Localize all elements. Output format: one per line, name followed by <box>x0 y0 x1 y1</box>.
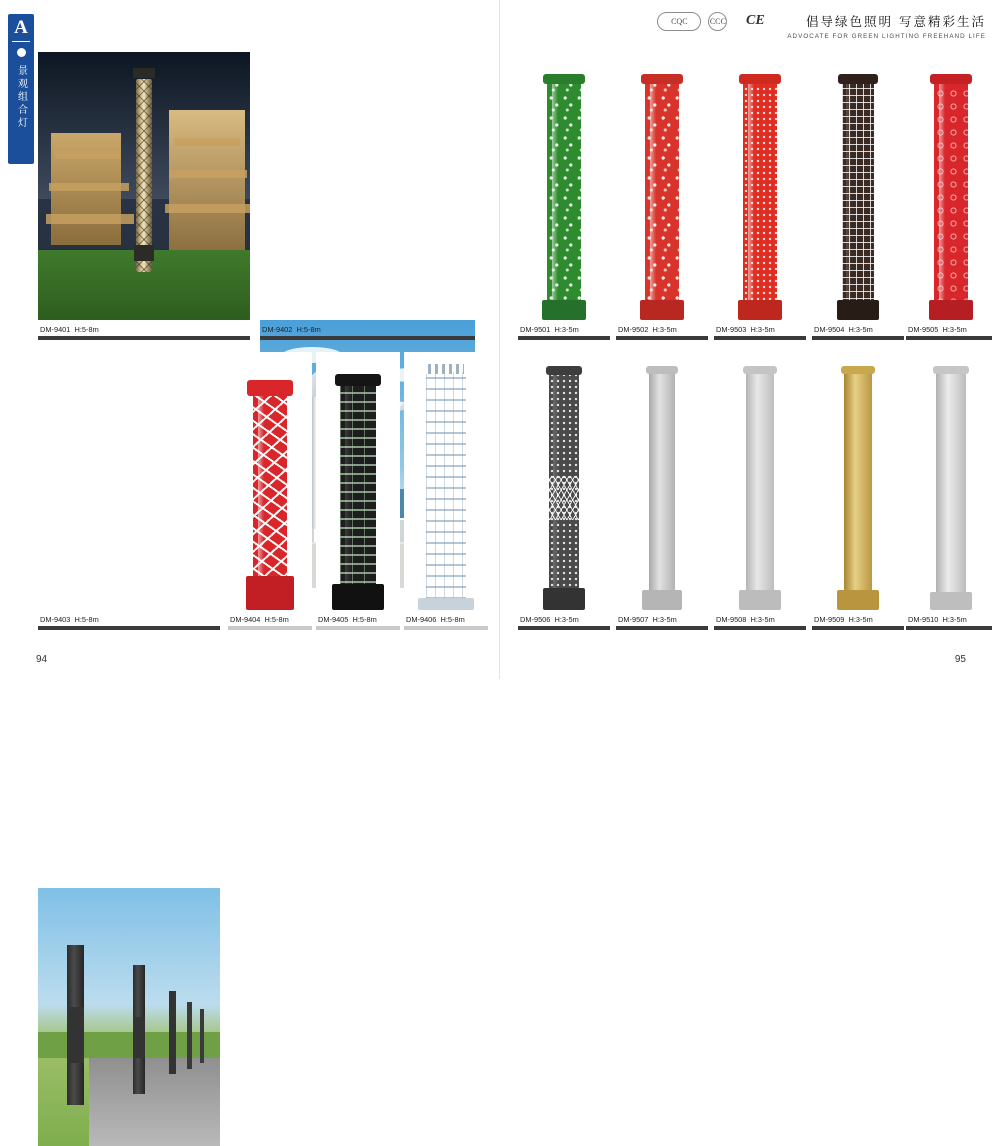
caption-dm-9403: DM-9403 H:5-8m <box>40 615 99 624</box>
rule-dm-9402 <box>260 336 475 340</box>
rule-dm-9505 <box>906 336 992 340</box>
photo-dm-9405 <box>316 352 400 610</box>
rule-dm-9406 <box>404 626 488 630</box>
photo-dm-9506 <box>518 352 610 610</box>
rule-dm-9507 <box>616 626 708 630</box>
rule-dm-9403 <box>38 626 220 630</box>
rule-dm-9501 <box>518 336 610 340</box>
caption-dm-9508: DM-9508 H:3-5m <box>716 615 775 624</box>
rule-dm-9503 <box>714 336 806 340</box>
rule-dm-9502 <box>616 336 708 340</box>
caption-dm-9506: DM-9506 H:3-5m <box>520 615 579 624</box>
cert-ccc-icon: CCC <box>708 12 727 31</box>
photo-dm-9401 <box>38 52 250 320</box>
rule-dm-9510 <box>906 626 992 630</box>
photo-dm-9503 <box>714 58 806 320</box>
rule-dm-9509 <box>812 626 904 630</box>
page-spine <box>499 0 500 679</box>
slogan-block <box>787 12 986 40</box>
caption-dm-9504: DM-9504 H:3-5m <box>814 325 873 334</box>
caption-dm-9510: DM-9510 H:3-5m <box>908 615 967 624</box>
caption-dm-9402: DM-9402 H:5-8m <box>262 325 321 334</box>
photo-dm-9510 <box>910 352 992 610</box>
rule-dm-9508 <box>714 626 806 630</box>
photo-dm-9509 <box>812 352 904 610</box>
rule-dm-9401 <box>38 336 250 340</box>
caption-dm-9406: DM-9406 H:5-8m <box>406 615 465 624</box>
section-tab-divider <box>12 41 30 42</box>
photo-dm-9403 <box>38 888 220 1146</box>
rule-dm-9504 <box>812 336 904 340</box>
slogan-english: ADVOCATE FOR GREEN LIGHTING FREEHAND LIFE <box>787 33 986 40</box>
photo-dm-9501 <box>518 58 610 320</box>
cert-ce-icon: CE <box>734 12 776 29</box>
section-tab-letter: A <box>14 17 28 38</box>
photo-dm-9508 <box>714 352 806 610</box>
photo-dm-9404 <box>228 352 312 610</box>
page-number-left: 94 <box>36 654 48 665</box>
caption-dm-9404: DM-9404 H:5-8m <box>230 615 289 624</box>
caption-dm-9507: DM-9507 H:3-5m <box>618 615 677 624</box>
caption-dm-9401: DM-9401 H:5-8m <box>40 325 99 334</box>
photo-dm-9406 <box>404 352 488 610</box>
photo-dm-9507 <box>616 352 708 610</box>
caption-dm-9405: DM-9405 H:5-8m <box>318 615 377 624</box>
caption-dm-9509: DM-9509 H:3-5m <box>814 615 873 624</box>
rule-dm-9404 <box>228 626 312 630</box>
photo-dm-9504 <box>812 58 904 320</box>
section-tab[interactable] <box>8 14 34 164</box>
caption-dm-9505: DM-9505 H:3-5m <box>908 325 967 334</box>
cert-cqc-icon: CQC <box>657 12 701 31</box>
page-number-right: 95 <box>954 654 966 665</box>
header-branding <box>657 12 986 40</box>
rule-dm-9506 <box>518 626 610 630</box>
photo-dm-9502 <box>616 58 708 320</box>
slogan-chinese: 倡导绿色照明 写意精彩生活 <box>806 14 986 29</box>
section-tab-dot-icon <box>17 48 26 57</box>
caption-dm-9501: DM-9501 H:3-5m <box>520 325 579 334</box>
photo-dm-9505 <box>910 58 992 320</box>
section-tab-label: 景观组合灯 <box>15 65 27 130</box>
rule-dm-9405 <box>316 626 400 630</box>
caption-dm-9503: DM-9503 H:3-5m <box>716 325 775 334</box>
caption-dm-9502: DM-9502 H:3-5m <box>618 325 677 334</box>
